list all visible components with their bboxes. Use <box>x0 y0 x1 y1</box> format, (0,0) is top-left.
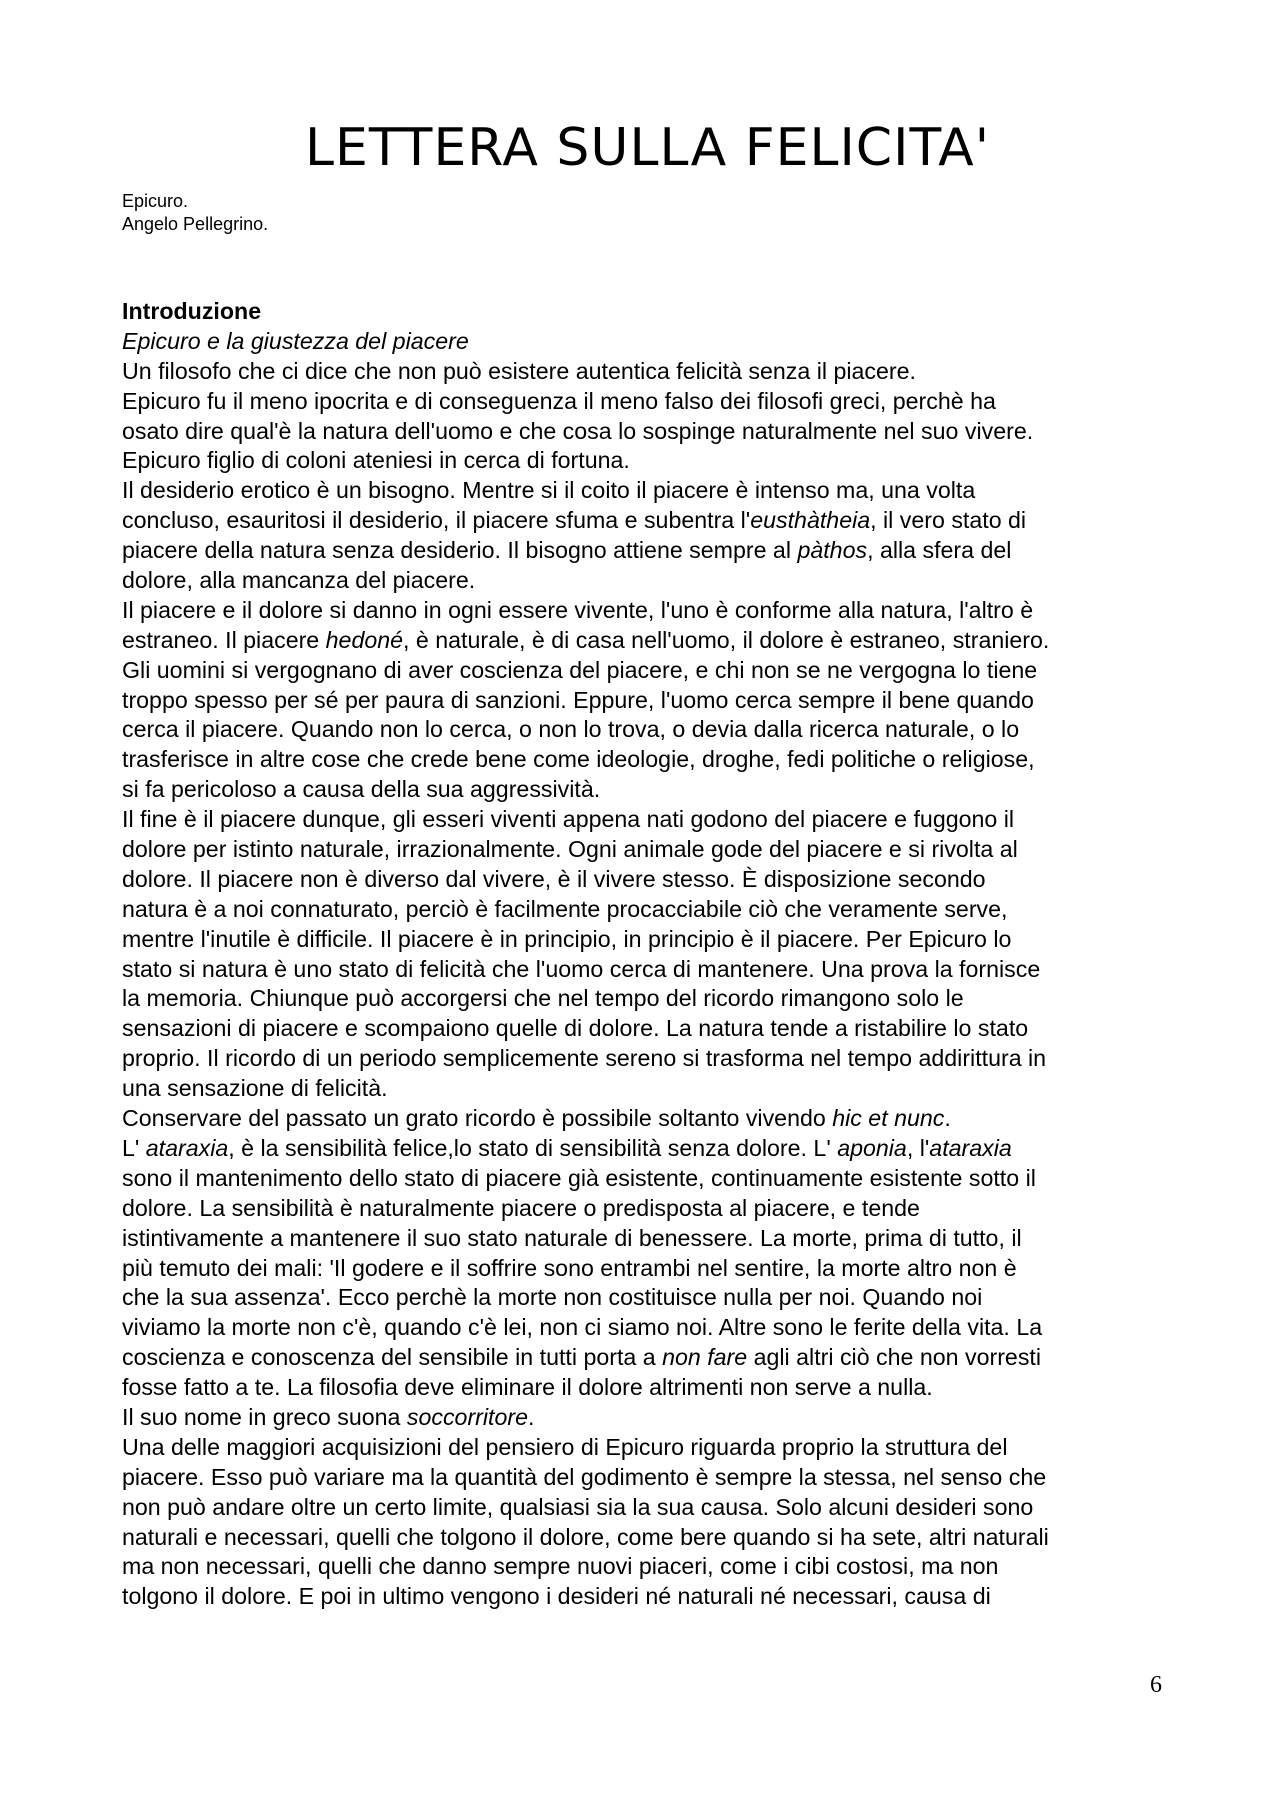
text-run: Il desiderio erotico è un bisogno. Mentre si il coito il piacere è intenso ma, una volta <box>122 477 976 504</box>
body-text <box>122 357 1182 1612</box>
text-line <box>122 745 1182 775</box>
italic-term: ataraxia <box>145 1134 229 1161</box>
text-run: proprio. Il ricordo di un periodo semplicemente sereno si trasforma nel tempo addirittura in <box>122 1045 1047 1072</box>
italic-term: eusthàtheia <box>750 507 871 534</box>
text-run: . <box>944 1105 951 1132</box>
text-run: cerca il piacere. Quando non lo cerca, o non lo trova, o devia dalla ricerca naturale, o lo <box>122 716 1020 743</box>
text-run: , alla sfera del <box>867 537 1012 564</box>
text-run: , è la sensibilità felice,lo stato di sensibilità senza dolore. L' <box>228 1134 838 1161</box>
text-run: estraneo. Il piacere <box>122 626 326 653</box>
text-run: sono il mantenimento dello stato di piacere già esistente, continuamente esistente sotto il <box>122 1164 1036 1191</box>
text-line <box>122 476 1182 506</box>
text-line <box>122 865 1182 895</box>
text-run: naturali e necessari, quelli che tolgono il dolore, come bere quando si ha sete, altri naturali <box>122 1523 1049 1550</box>
text-line <box>122 656 1182 686</box>
text-run: ma non necessari, quelli che danno sempre nuovi piaceri, come i cibi costosi, ma non <box>122 1553 999 1580</box>
text-run: troppo spesso per sé per paura di sanzioni. Eppure, l'uomo cerca sempre il bene quando <box>122 686 1034 713</box>
text-run: concluso, esauritosi il desiderio, il piacere sfuma e subentra l' <box>122 507 751 534</box>
text-line <box>122 1403 1182 1433</box>
text-line <box>122 955 1182 985</box>
text-line <box>122 686 1182 716</box>
text-line <box>122 536 1182 566</box>
text-line <box>122 715 1182 745</box>
italic-term: ataraxia <box>929 1134 1012 1161</box>
italic-term: aponia <box>837 1134 907 1161</box>
text-line <box>122 1044 1182 1074</box>
text-line <box>122 1552 1182 1582</box>
text-run: L' <box>122 1134 146 1161</box>
text-run: . <box>528 1403 535 1430</box>
text-run: fosse fatto a te. La filosofia deve eliminare il dolore altrimenti non serve a nulla. <box>122 1374 933 1401</box>
text-line <box>122 1014 1182 1044</box>
text-run: Gli uomini si vergognano di aver coscienza del piacere, e chi non se ne vergogna lo tiene <box>122 656 1038 683</box>
text-run: coscienza e conoscenza del sensibile in tutti porta a <box>122 1344 663 1371</box>
text-line <box>122 1433 1182 1463</box>
page-number: 6 <box>1150 1672 1162 1698</box>
text-run: Conservare del passato un grato ricordo è possibile soltanto vivendo <box>122 1105 833 1132</box>
text-line <box>122 1313 1182 1343</box>
text-run: istintivamente a mantenere il suo stato naturale di benessere. La morte, prima di tutto, il <box>122 1224 1022 1251</box>
text-line <box>122 984 1182 1014</box>
text-line <box>122 925 1182 955</box>
text-run: , il vero stato di <box>870 507 1027 534</box>
italic-term: hedoné <box>325 626 404 653</box>
text-line <box>122 1373 1182 1403</box>
text-run: Un filosofo che ci dice che non può esistere autentica felicità senza il piacere. <box>122 357 916 384</box>
text-run: più temuto dei mali: 'Il godere e il soffrire sono entrambi nel sentire, la morte altro non è <box>122 1254 1017 1281</box>
text-line <box>122 1224 1182 1254</box>
italic-term: non fare <box>662 1344 748 1371</box>
text-run: piacere della natura senza desiderio. Il bisogno attiene sempre al <box>122 537 798 564</box>
document-title: LETTERA SULLA FELICITA' <box>305 118 991 178</box>
document-body <box>122 297 1182 1612</box>
text-line <box>122 1343 1182 1373</box>
text-run: , è naturale, è di casa nell'uomo, il dolore è estraneo, straniero. <box>403 626 1050 653</box>
text-run: Epicuro fu il meno ipocrita e di conseguenza il meno falso dei filosofi greci, perchè ha <box>122 387 996 414</box>
text-line <box>122 417 1182 447</box>
text-line <box>122 1463 1182 1493</box>
text-run: Una delle maggiori acquisizioni del pensiero di Epicuro riguarda proprio la struttura del <box>122 1433 1008 1460</box>
text-run: una sensazione di felicità. <box>122 1075 388 1102</box>
text-run: agli altri ciò che non vorresti <box>747 1344 1042 1371</box>
text-line <box>122 835 1182 865</box>
text-run: non può andare oltre un certo limite, qualsiasi sia la sua causa. Solo alcuni desideri sono <box>122 1493 1034 1520</box>
text-run: mentre l'inutile è difficile. Il piacere è in principio, in principio è il piacere. Per Epicuro lo <box>122 925 1012 952</box>
text-line <box>122 626 1182 656</box>
text-line <box>122 1104 1182 1134</box>
text-run: dolore per istinto naturale, irrazionalmente. Ogni animale gode del piacere e si rivolta al <box>122 836 1018 863</box>
text-line <box>122 805 1182 835</box>
text-run: viviamo la morte non c'è, quando c'è lei, non ci siamo noi. Altre sono le ferite della vita. La <box>122 1314 1043 1341</box>
section-subheading: Epicuro e la giustezza del piacere <box>122 327 469 354</box>
text-line <box>122 566 1182 596</box>
text-run: dolore. Il piacere non è diverso dal vivere, è il vivere stesso. È disposizione secondo <box>122 865 986 892</box>
text-line <box>122 775 1182 805</box>
text-run: la memoria. Chiunque può accorgersi che nel tempo del ricordo rimangono solo le <box>122 985 964 1012</box>
text-run: dolore. La sensibilità è naturalmente piacere o predisposta al piacere, e tende <box>122 1194 920 1221</box>
text-run: sensazioni di piacere e scompaiono quelle di dolore. La natura tende a ristabilire lo stato <box>122 1015 1029 1042</box>
text-run: osato dire qual'è la natura dell'uomo e che cosa lo sospinge naturalmente nel suo vivere. <box>122 417 1034 444</box>
text-run: trasferisce in altre cose che crede bene come ideologie, droghe, fedi politiche o religiose, <box>122 746 1035 773</box>
text-line <box>122 1074 1182 1104</box>
text-run: , l' <box>906 1134 930 1161</box>
author-block <box>122 190 268 236</box>
text-line <box>122 357 1182 387</box>
section-heading: Introduzione <box>122 298 262 324</box>
italic-term: soccorritore <box>406 1403 528 1430</box>
text-line <box>122 387 1182 417</box>
text-line <box>122 1493 1182 1523</box>
text-run: che la sua assenza'. Ecco perchè la morte non costituisce nulla per noi. Quando noi <box>122 1284 983 1311</box>
text-run: dolore, alla mancanza del piacere. <box>122 567 476 594</box>
translator-name: Angelo Pellegrino. <box>122 214 269 234</box>
text-line <box>122 1194 1182 1224</box>
text-line <box>122 1283 1182 1313</box>
text-run: stato si natura è uno stato di felicità che l'uomo cerca di mantenere. Una prova la fornisce <box>122 955 1041 982</box>
text-line <box>122 596 1182 626</box>
text-line <box>122 1523 1182 1553</box>
text-line <box>122 1164 1182 1194</box>
text-run: si fa pericoloso a causa della sua aggressività. <box>122 776 601 803</box>
text-run: Il suo nome in greco suona <box>122 1403 407 1430</box>
text-line <box>122 1582 1182 1612</box>
text-line <box>122 1254 1182 1284</box>
text-run: Il piacere e il dolore si danno in ogni essere vivente, l'uno è conforme alla natura, l'altro è <box>122 596 1034 623</box>
text-run: tolgono il dolore. E poi in ultimo vengono i desideri né naturali né necessari, causa di <box>122 1583 991 1610</box>
text-run: natura è a noi connaturato, perciò è facilmente procacciabile ciò che veramente serve, <box>122 895 1008 922</box>
text-line <box>122 895 1182 925</box>
text-run: Il fine è il piacere dunque, gli esseri viventi appena nati godono del piacere e fuggono il <box>122 806 1015 833</box>
author-name: Epicuro. <box>122 191 189 211</box>
italic-term: hic et nunc <box>832 1105 945 1132</box>
text-run: Epicuro figlio di coloni ateniesi in cerca di fortuna. <box>122 447 630 474</box>
text-run: piacere. Esso può variare ma la quantità del godimento è sempre la stessa, nel senso che <box>122 1463 1047 1490</box>
text-line <box>122 446 1182 476</box>
text-line <box>122 1134 1182 1164</box>
italic-term: pàthos <box>797 537 868 564</box>
text-line <box>122 506 1182 536</box>
